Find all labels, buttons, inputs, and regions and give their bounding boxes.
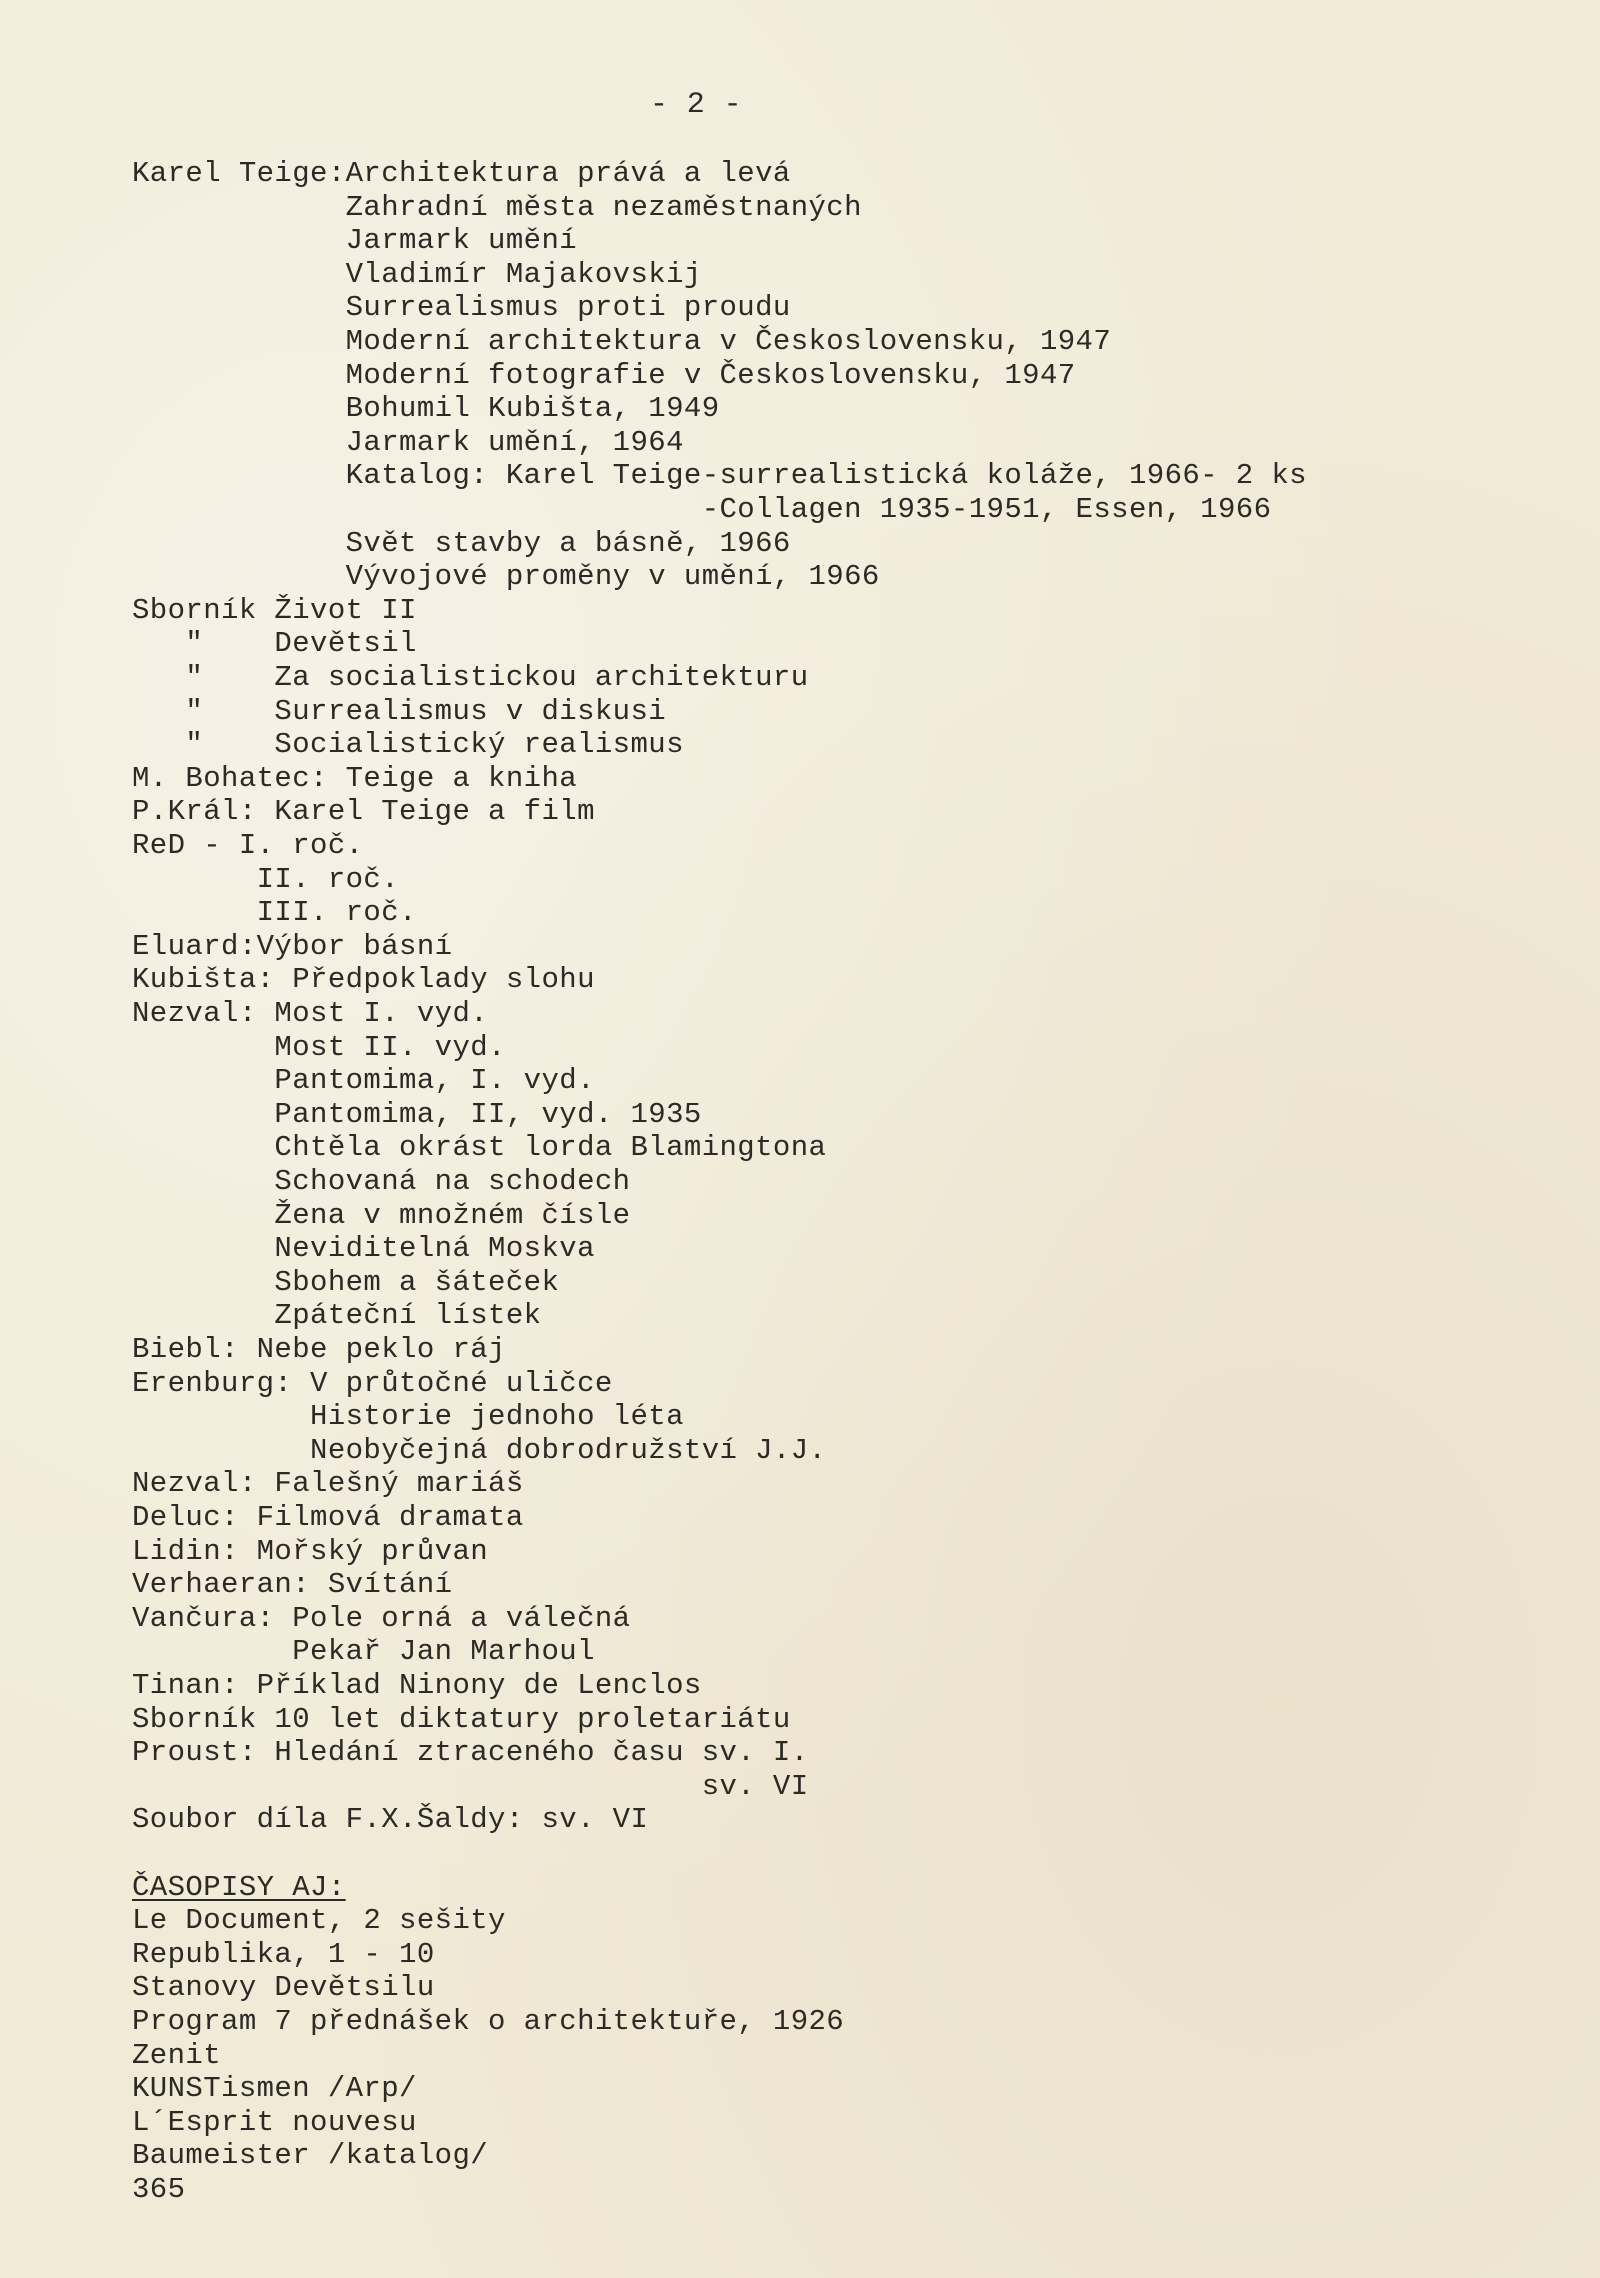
text-line: Moderní fotografie v Československu, 1947 (132, 359, 1076, 392)
text-line: II. roč. (132, 863, 400, 896)
text-line: " Surrealismus v diskusi (132, 695, 667, 728)
section-line: Zenit (132, 2039, 222, 2072)
text-line: " Devětsil (132, 627, 417, 660)
text-line: Kubišta: Předpoklady slohu (132, 963, 595, 996)
text-line: Vančura: Pole orná a válečná (132, 1602, 631, 1635)
section-line: Republika, 1 - 10 (132, 1938, 435, 1971)
text-line: -Collagen 1935-1951, Essen, 1966 (132, 493, 1272, 526)
text-line: Deluc: Filmová dramata (132, 1501, 524, 1534)
text-line: Moderní architektura v Československu, 1947 (132, 325, 1112, 358)
text-line: Zpáteční lístek (132, 1299, 542, 1332)
section-heading: ČASOPISY AJ: (132, 1871, 346, 1904)
text-line: Nezval: Most I. vyd. (132, 997, 489, 1030)
text-line: sv. VI (132, 1770, 809, 1803)
text-line: Sborník 10 let diktatury proletariátu (132, 1703, 791, 1736)
text-line: " Za socialistickou architekturu (132, 661, 809, 694)
text-line: III. roč. (132, 896, 417, 929)
text-line: Nezval: Falešný mariáš (132, 1467, 524, 1500)
text-line: Jarmark umění (132, 224, 578, 257)
text-line: " Socialistický realismus (132, 728, 684, 761)
text-line: Schovaná na schodech (132, 1165, 631, 1198)
section-line: Program 7 přednášek o architektuře, 1926 (132, 2005, 845, 2038)
text-line: Pekař Jan Marhoul (132, 1635, 595, 1668)
text-line: ReD - I. roč. (132, 829, 364, 862)
section-line: Baumeister /katalog/ (132, 2139, 489, 2172)
text-line: Pantomima, I. vyd. (132, 1064, 595, 1097)
text-line: Jarmark umění, 1964 (132, 426, 684, 459)
text-line: Surrealismus proti proudu (132, 291, 791, 324)
text-line: Žena v množném čísle (132, 1199, 631, 1232)
section-line: Le Document, 2 sešity (132, 1904, 506, 1937)
text-line: Tinan: Příklad Ninony de Lenclos (132, 1669, 702, 1702)
text-line: Sborník Život II (132, 594, 417, 627)
text-line: Most II. vyd. (132, 1031, 506, 1064)
page-number: - 2 - (650, 88, 743, 122)
text-line: Eluard:Výbor básní (132, 930, 453, 963)
text-line: P.Král: Karel Teige a film (132, 795, 595, 828)
text-line: Historie jednoho léta (132, 1400, 684, 1433)
text-line: Proust: Hledání ztraceného času sv. I. (132, 1736, 809, 1769)
text-line: Svět stavby a básně, 1966 (132, 527, 791, 560)
text-line: Katalog: Karel Teige-surrealistická koláže, 1966- 2 ks (132, 459, 1307, 492)
text-line: Biebl: Nebe peklo ráj (132, 1333, 506, 1366)
section-line: L´Esprit nouvesu (132, 2106, 417, 2139)
text-line: Soubor díla F.X.Šaldy: sv. VI (132, 1803, 649, 1836)
text-line: Vladimír Majakovskij (132, 258, 702, 291)
text-line: Pantomima, II, vyd. 1935 (132, 1098, 702, 1131)
section-line: KUNSTismen /Arp/ (132, 2072, 417, 2105)
text-line: Bohumil Kubišta, 1949 (132, 392, 720, 425)
text-line: Erenburg: V průtočné uličce (132, 1367, 613, 1400)
text-line: Sbohem a šáteček (132, 1266, 560, 1299)
text-line: Lidin: Mořský průvan (132, 1535, 489, 1568)
text-line: M. Bohatec: Teige a kniha (132, 762, 578, 795)
section-line: Stanovy Devětsilu (132, 1971, 435, 2004)
text-line: Zahradní města nezaměstnaných (132, 191, 862, 224)
text-line: Karel Teige:Architektura prává a levá (132, 157, 791, 190)
text-line: Chtěla okrást lorda Blamingtona (132, 1131, 827, 1164)
text-line: Vývojové proměny v umění, 1966 (132, 560, 880, 593)
section-line: 365 (132, 2173, 186, 2206)
text-line: Neviditelná Moskva (132, 1232, 595, 1265)
text-line: Neobyčejná dobrodružství J.J. (132, 1434, 827, 1467)
text-line: Verhaeran: Svítání (132, 1568, 453, 1601)
